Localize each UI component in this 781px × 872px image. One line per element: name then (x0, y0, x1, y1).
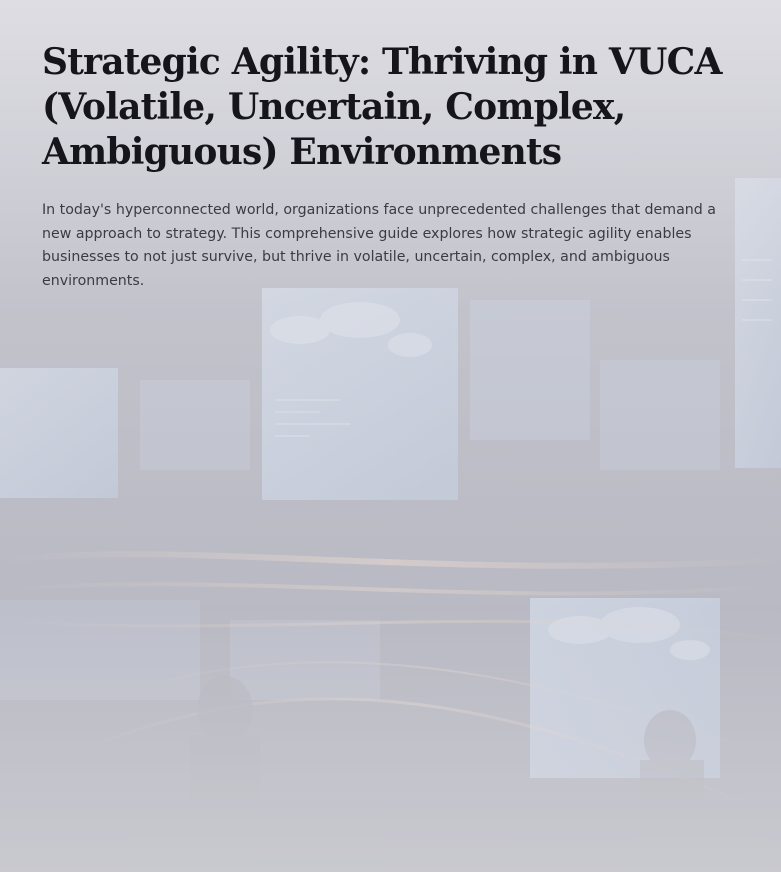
page-description: In today's hyperconnected world, organizations face unprecedented challenges that demand a new approach to strategy. This comprehensive guide explores how strategic agility enables businesses to not just survive, but thrive in volatile, uncertain, complex, and ambiguous environments. (42, 202, 716, 289)
page-title: Strategic Agility: Thriving in VUCA (Volatile, Uncertain, Complex, Ambiguous) Environments (42, 41, 722, 173)
hero-content (42, 40, 742, 293)
